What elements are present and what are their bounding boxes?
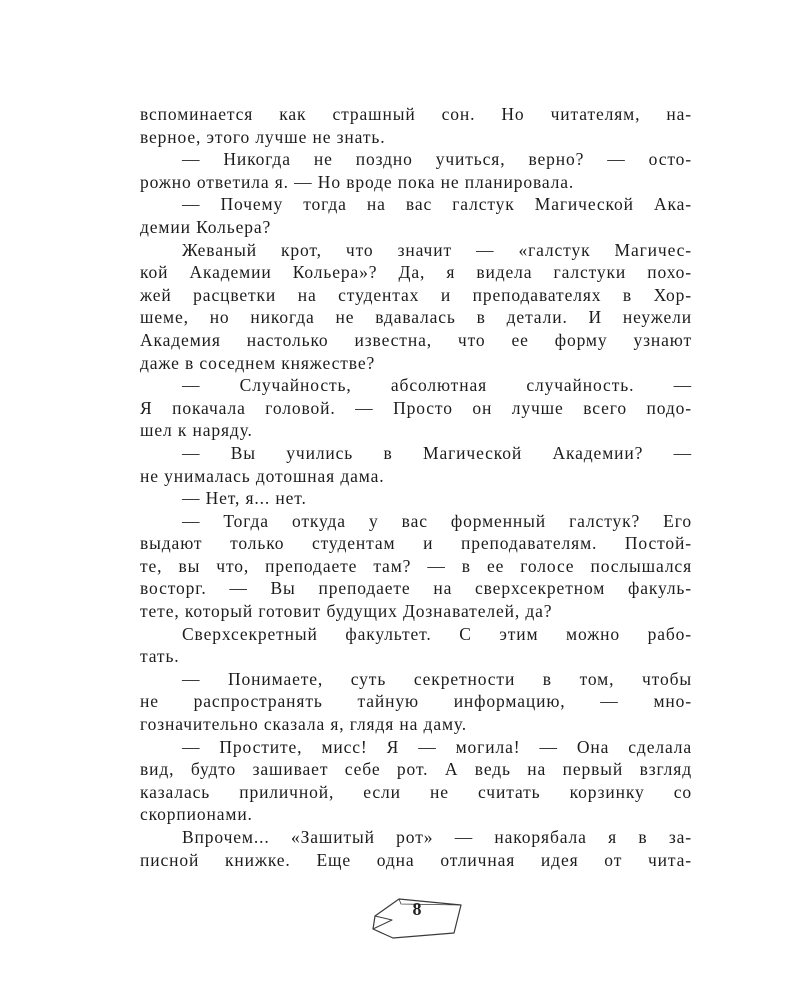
text-line: кой Академии Кольера»? Да, я видела галстуки похо- bbox=[140, 262, 692, 283]
text-line: — Никогда не поздно учиться, верно? — осто- bbox=[182, 149, 692, 170]
text-line: Я покачала головой. — Просто он лучше всего подо- bbox=[140, 397, 692, 418]
text-line: демии Кольера? bbox=[140, 216, 272, 237]
text-line: писной книжке. Еще одна отличная идея от чита- bbox=[140, 849, 692, 870]
text-line: выдают только студентам и преподавателям. Постой- bbox=[140, 533, 692, 554]
text-line: шел к наряду. bbox=[140, 420, 253, 441]
text-line: рожно ответила я. — Но вроде пока не планировала. bbox=[140, 171, 575, 192]
text-line: — Тогда откуда у вас форменный галстук? Его bbox=[182, 510, 692, 531]
text-line: восторг. — Вы преподаете на сверхсекретном факуль- bbox=[140, 578, 692, 599]
text-line: казалась приличной, если не считать корзинку со bbox=[140, 781, 692, 802]
text-line: тать. bbox=[140, 646, 180, 667]
text-line: — Случайность, абсолютная случайность. — bbox=[182, 375, 692, 396]
text-line: не унималась дотошная дама. bbox=[140, 465, 385, 486]
text-line: даже в соседнем княжестве? bbox=[140, 352, 376, 373]
text-line: гозначительно сказала я, глядя на даму. bbox=[140, 714, 468, 735]
text-line: вспоминается как страшный сон. Но читателям, на- bbox=[140, 104, 692, 124]
text-line: жей расцветки на студентах и преподавателях в Хор- bbox=[140, 284, 692, 305]
text-line: Впрочем... «Зашитый рот» — накорябала я в за- bbox=[182, 827, 692, 847]
text-line: шеме, но никогда не вдавалась в детали. И неужели bbox=[140, 307, 692, 328]
page-number: 8 bbox=[412, 899, 422, 919]
text-line: не распространять тайную информацию, — мно- bbox=[140, 691, 692, 712]
text-line: тете, который готовит будущих Дознавателей, да? bbox=[140, 601, 553, 622]
text-line: — Понимаете, суть секретности в том, чтобы bbox=[182, 668, 692, 689]
page-number-ornament bbox=[365, 892, 469, 944]
text-line: вид, будто зашивает себе рот. А ведь на первый взгляд bbox=[140, 759, 692, 780]
text-line: скорпионами. bbox=[140, 804, 253, 825]
text-block bbox=[140, 103, 692, 871]
text-line: Жеваный крот, что значит — «галстук Магичес- bbox=[182, 239, 692, 260]
text-line: Сверхсекретный факультет. С этим можно рабо- bbox=[182, 623, 692, 644]
text-line: — Простите, мисс! Я — могила! — Она сделала bbox=[182, 736, 692, 757]
text-line: верное, этого лучше не знать. bbox=[140, 126, 386, 147]
text-line: те, вы что, преподаете там? — в ее голосе послышался bbox=[140, 555, 692, 576]
text-line: — Нет, я... нет. bbox=[182, 488, 307, 509]
text-line: Академия настолько известна, что ее форму узнают bbox=[140, 329, 692, 350]
text-line: — Почему тогда на вас галстук Магической Ака- bbox=[182, 194, 692, 215]
text-line: — Вы учились в Магической Академии? — bbox=[182, 442, 692, 463]
